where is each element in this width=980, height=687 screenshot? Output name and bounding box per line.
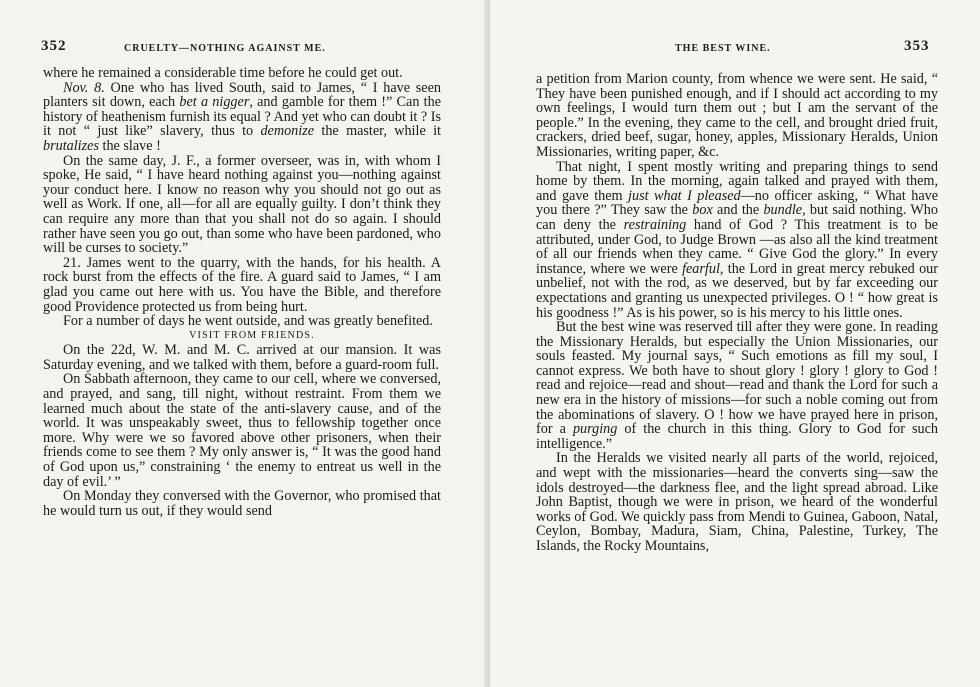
left-paragraph-3: On the same day, J. F., a former overseer, was in, with whom I spoke, He said, “ I have heard nothing against you—nothing against your conduct here. I know no reason why you should not go out as well as Work. If one, all—for all are equally guilty. I don’t think they can require any more than that you shall not do so again. I should rather have seen you go out, than some who have been pardoned, who will be curses to society.” [43, 152, 441, 257]
text-run: and the [712, 202, 764, 219]
right-running-head: THE BEST WINE. [675, 43, 771, 54]
left-running-head: CRUELTY—NOTHING AGAINST ME. [124, 43, 326, 54]
left-page [0, 0, 488, 687]
right-page [490, 0, 980, 687]
italic-run: bet a nigger [179, 94, 250, 111]
text-run: the master, while it [314, 123, 441, 140]
right-paragraph-1: a petition from Marion county, from whence we were sent. He said, “ They have been punished enough, and if I should act according to my own feelings, I would turn them out ; but I am the servant of the people.” In the evening, they came to the cell, and brought dried fruit, crackers, dried beef, sugar, honey, apples, Missionary Heralds, Union Missionaries, writing paper, &c. [536, 71, 938, 160]
right-paragraph-3 [536, 320, 938, 451]
right-page-header [490, 40, 980, 60]
text-run: the slave ! [98, 137, 161, 154]
left-paragraph-2 [43, 81, 441, 154]
italic-run: purging [572, 421, 618, 438]
italic-run: demonize [260, 123, 315, 140]
text-run: That night, I spent mostly writing and preparing things to send home by them. In the morning, again talked and prayed with them, and gave them [536, 158, 938, 204]
left-paragraph-7: On Sabbath afternoon, they came to our cell, where we conversed, and prayed, and sang, till night, without restraint. From them we learned much about the state of the anti-slavery cause, and of the world. It was unspeakably sweet, thus to fellowship together once more. Why were we so favored above other prisoners, when their friends come to see them ? My only answer is, “ It was the good hand of God upon us,” constraining ‘ the enemy to entreat us well in the day of evil.’ ” [43, 371, 441, 490]
left-page-number: 352 [41, 38, 67, 54]
italic-run: bundle [763, 202, 803, 219]
left-paragraph-1: where he remained a considerable time before he could get out. [43, 65, 403, 81]
text-run: One who has lived South, said to James, “ I have seen planters sit down, each [43, 79, 441, 111]
left-page-header [0, 40, 488, 60]
left-paragraph-6: On the 22d, W. M. and M. C. arrived at our mansion. It was Saturday evening, and we talked with them, before a guard-room full. [43, 342, 441, 373]
text-run: , the Lord in great mercy rebuked our unbelief, not with the rod, as we deserved, but by far exceeding our expectations and granting us unexpected privileges. O ! “ how great is his goodness !” As is his power, so is his mercy to his little ones. [536, 260, 939, 321]
right-paragraph-2 [536, 160, 938, 321]
text-run: But the best wine was reserved till after they were gone. In reading the Missionary Heralds, but especially the Union Missionaries, our souls feasted. My journal says, “ Such emotions as fill my soul, I cannot express. We both have to shout glory ! glory ! glory to God ! read and rejoice—read and shout—read and thank the Lord for such a new era in the history of missions—for such a noble coming out from the abominations of slavery. O ! how we have prayed here in prison, for a [536, 319, 938, 438]
text-run: of the church in this thing. Glory to God for such intelligence.” [536, 421, 938, 452]
left-paragraph-8: On Monday they conversed with the Governor, who promised that he would turn us out, if they would send [43, 488, 441, 519]
italic-run: brutalizes [43, 137, 99, 154]
right-paragraph-4: In the Heralds we visited nearly all parts of the world, rejoiced, and wept with the missionaries—heard the converts sing—saw the idols destroyed—the darkness flee, and the light spread abroad. Like John Baptist, though we were in prison, we heard of the wonderful works of God. We quickly pass from Mendi to Guinea, Gaboon, Natal, Ceylon, Bombay, Madura, Siam, China, Palestine, Turkey, The Islands, the Rocky Mountains, [536, 450, 938, 554]
section-subheading: VISIT FROM FRIENDS. [189, 329, 315, 341]
left-paragraph-5: For a number of days he went outside, and was greatly benefited. [63, 313, 433, 330]
right-page-text [536, 72, 938, 554]
text-run: , and gamble for them !” Can the history of heathenism furnish its equal ? And yet who can doubt it ? Is it not “ just like” slavery, thus to [43, 94, 441, 140]
left-paragraph-4: 21. James went to the quarry, with the hands, for his health. A rock burst from the effects of the fire. A guard said to James, “ I am glad you came out here with us. You have the Bible, and therefore good Providence protected us from being hurt. [43, 254, 441, 315]
italic-run: fearful [682, 260, 720, 277]
text-run: hand of God ? This treatment is to be attributed, under God, to Judge Brown —as also all the kind treatment of all our friends when they came. “ Give God the glory.” In every instance, where we were [536, 216, 938, 277]
italic-run: restraining [623, 216, 687, 233]
right-page-number: 353 [904, 38, 930, 54]
italic-run: just what I pleased [628, 187, 741, 204]
date-nov-8: Nov. 8. [63, 79, 105, 96]
text-run: , but said nothing. Who can deny the [536, 202, 938, 233]
left-page-text [43, 66, 441, 518]
text-run: —no officer asking, “ What have you there ?” They saw the [536, 187, 939, 219]
italic-run: box [692, 202, 713, 219]
